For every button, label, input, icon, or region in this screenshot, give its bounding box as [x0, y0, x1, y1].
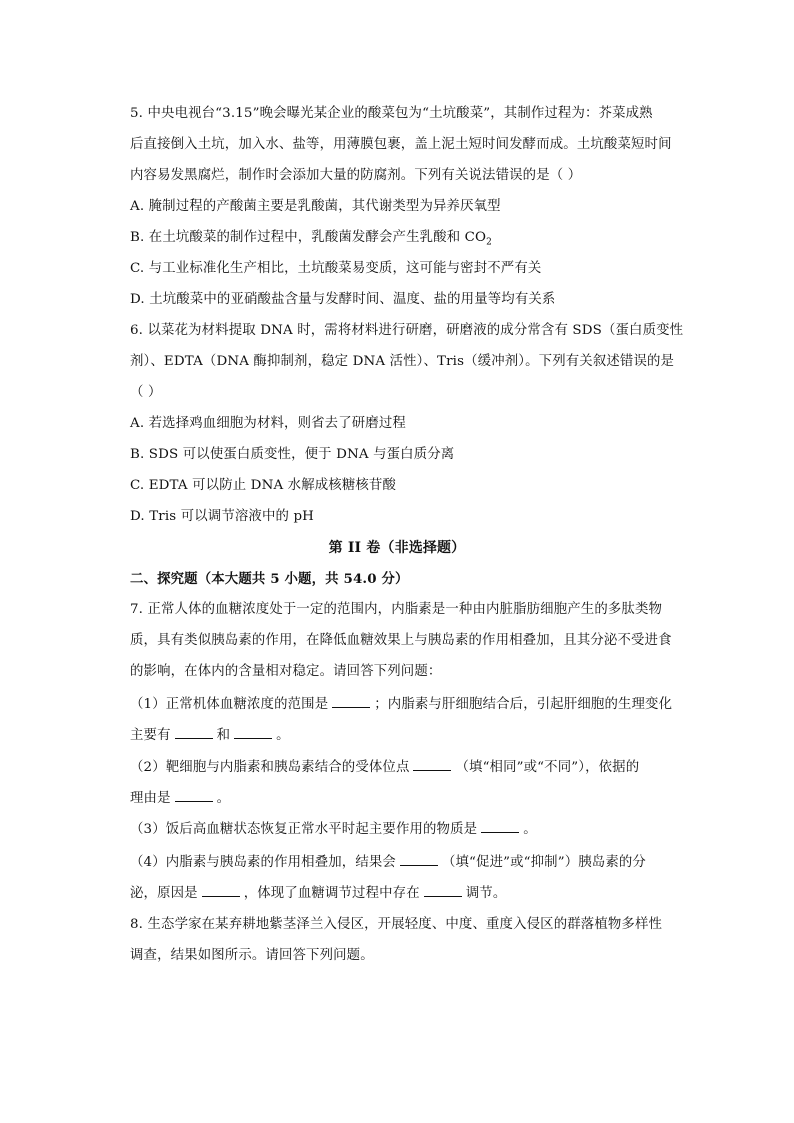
- q7-part-4-text-b: （填“促进”或“抑制”）胰岛素的分: [441, 855, 646, 870]
- q6-option-d: D. Tris 可以调节溶液中的 pH: [130, 509, 314, 524]
- q7-part-2-text-c: 理由是: [130, 791, 171, 806]
- q7-part-3-text-a: （3）饭后高血糖状态恢复正常水平时起主要作用的物质是: [130, 822, 478, 837]
- q7-part-4-line-2: [130, 884, 694, 904]
- answer-blank[interactable]: [175, 791, 213, 802]
- section-title: 第 II 卷（非选择题）: [328, 540, 466, 556]
- answer-blank[interactable]: [234, 728, 272, 739]
- q7-part-2-text-d: 。: [216, 791, 231, 806]
- q7-part-4-text-d: ，体现了血糖调节过程中存在: [243, 886, 420, 901]
- q8-stem-line-1: 8. 生态学家在某弃耕地紫茎泽兰入侵区，开展轻度、中度、重度入侵区的群落植物多样性: [130, 917, 663, 932]
- q5-option-b-subscript: 2: [486, 237, 493, 248]
- q7-part-2-line-2: [130, 789, 694, 809]
- q7-part-4-text-e: 调节。: [465, 886, 507, 901]
- q6-stem-line-3: （ ）: [130, 385, 162, 400]
- q7-stem-line-1: 7. 正常人体的血糖浓度处于一定的范围内，内脂素是一种由内脏脂肪细胞产生的多肽类物: [130, 602, 663, 617]
- q5-stem-line-2: 后直接倒入土坑，加入水、盐等，用薄膜包裹，盖上泥土短时间发酵而成。土坑酸菜短时间: [130, 137, 672, 152]
- q7-part-1-text-c: 主要有: [130, 728, 171, 743]
- q7-part-3-text-b: 。: [523, 822, 537, 837]
- q7-part-4-text-a: （4）内脂素与胰岛素的作用相叠加，结果会: [130, 855, 396, 870]
- answer-blank[interactable]: [424, 886, 462, 897]
- q5-option-a: A. 腌制过程的产酸菌主要是乳酸菌，其代谢类型为异养厌氧型: [130, 199, 501, 214]
- q7-part-2-line-1: [130, 758, 694, 778]
- q6-stem-line-1: 6. 以菜花为材料提取 DNA 时，需将材料进行研磨，研磨液的成分常含有 SDS（蛋白质变性: [130, 323, 684, 338]
- q7-stem-line-2: 质，具有类似胰岛素的作用，在降低血糖效果上与胰岛素的作用相叠加，且其分泌不受进食: [130, 633, 672, 648]
- q5-option-c: C. 与工业标准化生产相比，土坑酸菜易变质，这可能与密封不严有关: [130, 261, 542, 276]
- q7-part-2-text-b: （填“相同”或“不同”），依据的: [455, 760, 640, 775]
- answer-blank[interactable]: [413, 760, 451, 771]
- q7-part-3: [130, 820, 694, 840]
- q7-part-2-text-a: （2）靶细胞与内脂素和胰岛素结合的受体位点: [130, 760, 410, 775]
- answer-blank[interactable]: [175, 728, 213, 739]
- q6-stem-line-2: 剂）、EDTA（DNA 酶抑制剂，稳定 DNA 活性）、Tris（缓冲剂）。下列有关叙述错误的是: [130, 354, 675, 369]
- section-heading: 二、探究题（本大题共 5 小题，共 54.0 分）: [130, 571, 409, 587]
- q7-part-1-text-a: （1）正常机体血糖浓度的范围是: [130, 697, 329, 712]
- q5-stem-line-3: 内容易发黑腐烂，制作时会添加大量的防腐剂。下列有关说法错误的是（ ）: [130, 168, 582, 183]
- answer-blank[interactable]: [400, 855, 438, 866]
- q7-part-1-text-b: ；内脂素与肝细胞结合后，引起肝细胞的生理变化: [374, 697, 673, 712]
- q8-stem-line-2: 调查，结果如图所示。请回答下列问题。: [130, 948, 374, 963]
- answer-blank[interactable]: [481, 822, 519, 833]
- q7-part-1-text-e: 。: [276, 728, 290, 743]
- q6-option-c: C. EDTA 可以防止 DNA 水解成核糖核苷酸: [130, 478, 396, 493]
- answer-blank[interactable]: [202, 886, 240, 897]
- q7-part-4-text-c: 泌，原因是: [130, 886, 198, 901]
- q5-option-d: D. 土坑酸菜中的亚硝酸盐含量与发酵时间、温度、盐的用量等均有关系: [130, 292, 556, 307]
- q5-stem-line-1: 5. 中央电视台“3.15”晚会曝光某企业的酸菜包为“土坑酸菜”，其制作过程为：芥菜成熟: [130, 106, 653, 121]
- q6-option-a: A. 若选择鸡血细胞为材料，则省去了研磨过程: [130, 416, 406, 431]
- answer-blank[interactable]: [332, 697, 370, 708]
- q6-option-b: B. SDS 可以使蛋白质变性，便于 DNA 与蛋白质分离: [130, 447, 455, 462]
- q7-part-1-text-d: 和: [216, 728, 231, 743]
- q7-part-4-line-1: [130, 853, 694, 873]
- q5-option-b: [130, 228, 694, 253]
- q7-stem-line-3: 的影响，在体内的含量相对稳定。请回答下列问题：: [130, 664, 442, 679]
- q5-option-b-text: B. 在土坑酸菜的制作过程中，乳酸菌发酵会产生乳酸和 CO: [130, 230, 487, 245]
- q7-part-1-line-2: [130, 726, 694, 746]
- q7-part-1-line-1: [130, 695, 694, 715]
